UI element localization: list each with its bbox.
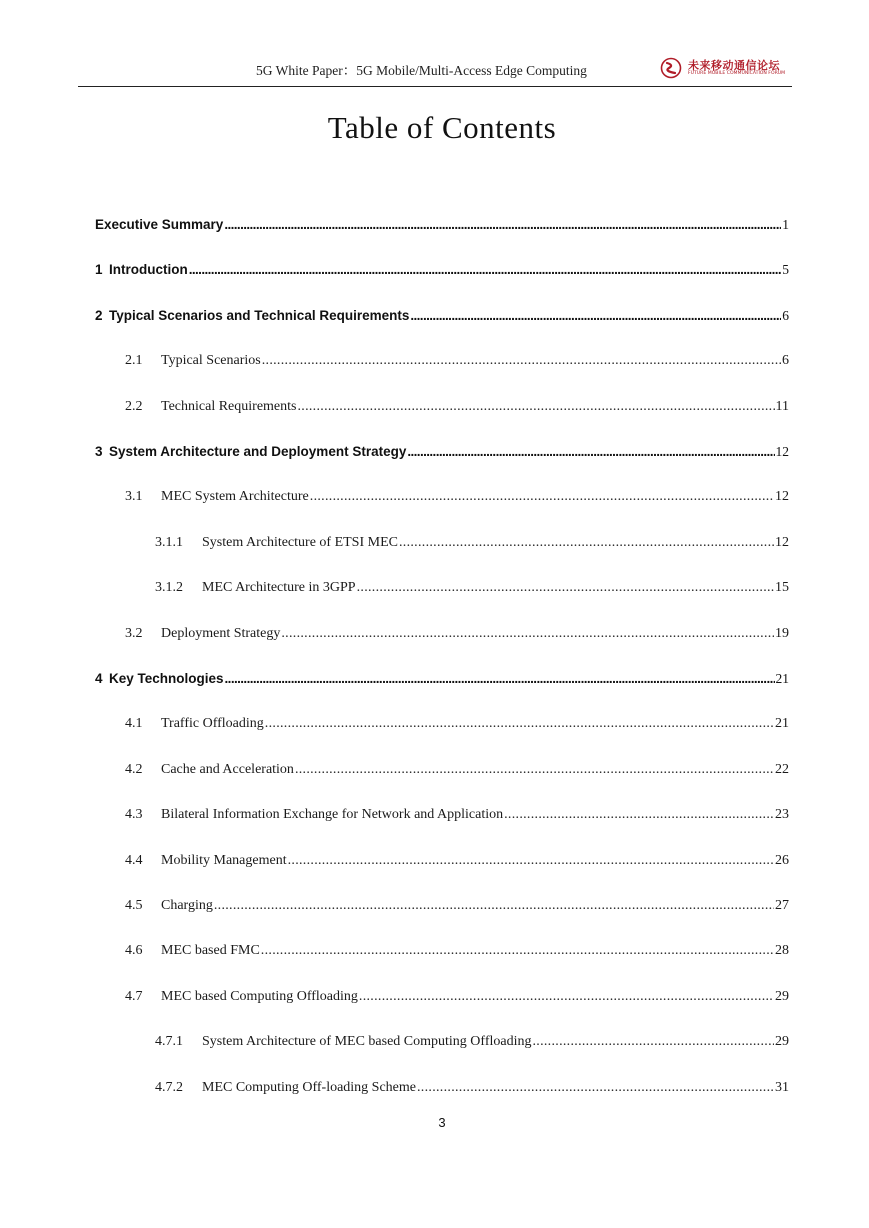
page-header [78,50,792,87]
toc-entry[interactable] [95,442,789,462]
toc-dot-leader [504,805,774,825]
toc-entry-title: MEC System Architecture [161,489,309,505]
toc-entry-page: 27 [775,898,789,913]
toc-entry[interactable] [95,669,789,689]
toc-entry-title: Typical Scenarios [161,353,261,369]
toc-entry-title: Key Technologies [109,671,224,686]
toc-entry[interactable] [95,215,789,235]
toc-entry-page: 23 [775,807,789,823]
toc-entry-number: 4.7 [125,988,143,1004]
toc-dot-leader [410,306,781,326]
toc-entry-number: 4.2 [125,761,143,777]
toc-entry-title: Mobility Management [161,852,287,868]
toc-entry-page: 31 [775,1079,789,1095]
page-title: Table of Contents [327,110,557,145]
header-title: 5G White Paper：5G Mobile/Multi-Access Edge Computing [256,63,587,78]
toc-entry-title: Cache and Acceleration [161,761,294,777]
toc-entry-number: 4 [95,671,103,686]
logo-chinese-text: 未来移动通信论坛 [688,59,780,72]
toc-entry-number: 3.1.1 [155,534,183,550]
toc-entry-title: Deployment Strategy [161,625,281,641]
toc-dot-leader [407,442,774,462]
toc-dot-leader [288,851,774,871]
toc-entry-number: 4.6 [125,943,143,959]
toc-entry[interactable] [155,533,789,553]
toc-entry-number: 4.3 [125,807,143,823]
toc-entry-page: 6 [782,353,789,369]
toc-entry-page: 12 [775,444,789,459]
toc-entry[interactable] [155,1032,789,1052]
toc-entry-number: 1 [95,262,103,278]
toc-entry[interactable] [125,805,789,825]
toc-entry[interactable] [125,851,789,871]
toc-entry-number: 2.2 [125,398,143,414]
toc-entry-page: 26 [775,852,789,868]
toc-entry-page: 28 [775,943,789,959]
toc-dot-leader [297,397,774,417]
toc-entry-number: 3.1 [125,489,143,505]
toc-entry[interactable] [125,624,789,644]
toc-entry-number: 4.7.2 [155,1079,183,1095]
toc-dot-leader [532,1032,774,1052]
toc-entry-number: 4.5 [125,898,143,913]
toc-dot-leader [262,351,781,371]
toc-dot-leader [295,760,774,780]
toc-entry-title: Traffic Offloading [161,716,264,732]
forum-logo-icon [660,57,682,79]
toc-dot-leader [189,260,782,280]
toc-dot-leader [261,941,774,961]
toc-entry-page: 21 [775,716,789,732]
toc-dot-leader [265,714,774,734]
toc-entry-number: 2.1 [125,353,143,369]
toc-entry-page: 22 [775,761,789,777]
toc-entry-title: MEC based FMC [161,943,260,959]
toc-entry-title: MEC Computing Off-loading Scheme [202,1079,416,1095]
toc-entry[interactable] [155,1078,789,1098]
toc-entry-title: Executive Summary [95,217,224,232]
toc-entry-number: 4.4 [125,852,143,868]
toc-entry-title: Charging [161,898,213,913]
toc-entry[interactable] [125,941,789,961]
toc-entry-number: 3.1.2 [155,580,183,596]
toc-entry-page: 12 [775,489,789,505]
toc-entry-number: 4.7.1 [155,1034,183,1050]
toc-entry-page: 29 [775,1034,789,1050]
toc-entry-page: 6 [782,307,789,323]
toc-entry-page: 19 [775,625,789,641]
toc-entry-page: 12 [775,534,789,550]
toc-entry[interactable] [95,260,789,280]
toc-entry-title: System Architecture of MEC based Computing Offloading [202,1034,532,1050]
toc-dot-leader [224,215,781,235]
toc-entry[interactable] [125,987,789,1007]
toc-entry-title: System Architecture and Deployment Strategy [109,444,407,459]
toc-entry-title: Bilateral Information Exchange for Network and Application [161,807,504,823]
toc-entry-title: MEC Architecture in 3GPP [202,580,356,596]
forum-logo [660,57,784,81]
toc-entry-page: 1 [782,217,789,232]
toc-entry[interactable] [125,351,789,371]
toc-entry-page: 11 [775,398,789,414]
page-number: 3 [438,1115,446,1130]
toc-entry-title: MEC based Computing Offloading [161,988,358,1004]
toc-entry-page: 21 [775,671,789,686]
toc-dot-leader [310,487,774,507]
toc-entry-title: Introduction [109,262,188,278]
toc-dot-leader [359,987,774,1007]
toc-dot-leader [214,896,774,916]
toc-entry[interactable] [125,760,789,780]
toc-entry-title: Technical Requirements [161,398,297,414]
toc-entry-number: 4.1 [125,716,143,732]
toc-dot-leader [357,578,774,598]
toc-entry[interactable] [125,896,789,916]
toc-entry[interactable] [125,487,789,507]
toc-entry[interactable] [155,578,789,598]
toc-entry[interactable] [95,306,789,326]
toc-entry-page: 15 [775,580,789,596]
toc-entry-page: 29 [775,988,789,1004]
logo-english-text: FUTURE MOBILE COMMUNICATION FORUM [688,71,786,76]
toc-dot-leader [417,1078,774,1098]
toc-entry-title: System Architecture of ETSI MEC [202,534,398,550]
toc-dot-leader [225,669,775,689]
toc-dot-leader [399,533,774,553]
toc-entry-page: 5 [782,262,789,278]
toc-entry-number: 2 [95,307,103,323]
toc-entry-number: 3 [95,444,103,459]
toc-entry-number: 3.2 [125,625,143,641]
toc-entry[interactable] [125,397,789,417]
toc-entry[interactable] [125,714,789,734]
toc-dot-leader [281,624,774,644]
toc-entry-title: Typical Scenarios and Technical Requirements [109,307,410,323]
